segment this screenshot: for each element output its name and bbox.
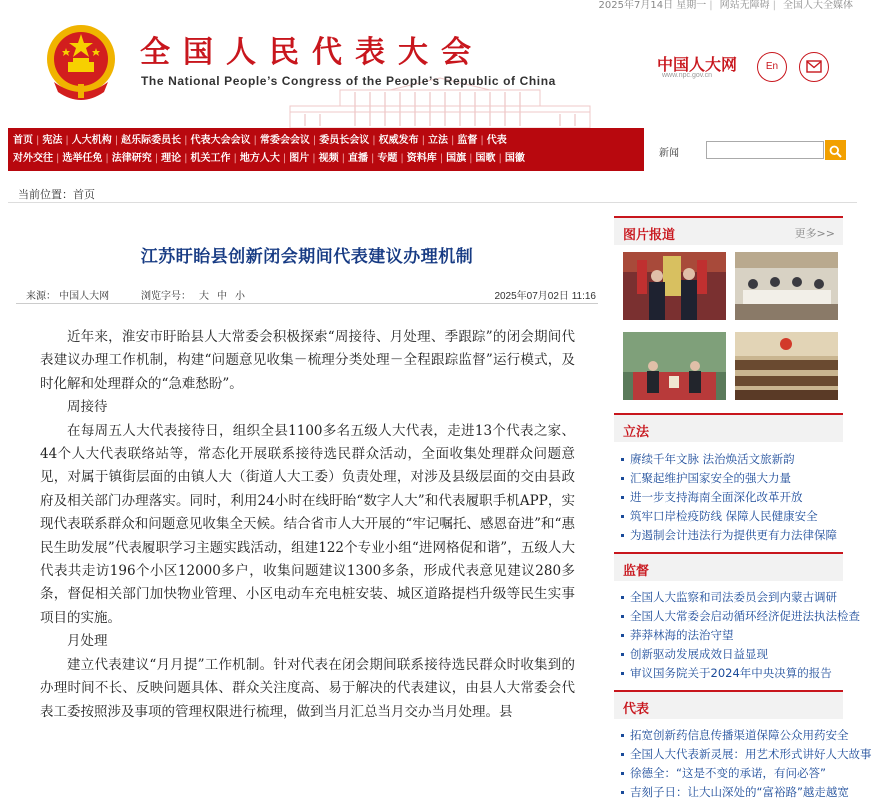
font-size-small[interactable]: 小 — [235, 291, 245, 302]
deputies-news-list — [614, 726, 872, 802]
nav-separator: | — [371, 153, 375, 164]
nav-separator: | — [184, 135, 188, 146]
nav-item[interactable]: 法律研究 — [111, 153, 152, 164]
search-icon — [829, 145, 842, 158]
nav-item[interactable]: 机关工作 — [190, 153, 231, 164]
article-paragraph: 近年来，淮安市盱眙县人大常委会积极探索“周接待、月处理、季跟踪”的闭会期间代表建议办理工作机制，构建“问题意见收集－梳理分类处理－全程跟踪监督”运行模式，及时化解和处理群众的“急难愁盼”。 — [40, 329, 575, 392]
english-version-button[interactable]: En — [757, 52, 787, 82]
nav-separator: | — [105, 153, 109, 164]
breadcrumb-divider — [8, 202, 857, 203]
site-title: 全国人民代表大会 — [140, 35, 484, 70]
photo-meeting-flags[interactable] — [623, 252, 726, 320]
mail-icon — [806, 60, 822, 73]
nav-row-1 — [13, 134, 507, 147]
nav-item[interactable]: 视频 — [318, 153, 339, 164]
font-size-large[interactable]: 大 — [199, 291, 209, 302]
news-list-item[interactable]: 徐德全：“这是不变的承诺，有问必答” — [614, 764, 843, 783]
nav-separator: | — [400, 153, 404, 164]
photo-report-more-link[interactable]: 更多>> — [794, 227, 835, 240]
article-date: 2025年07月02日 11:16 — [494, 291, 596, 302]
article-title: 江苏盱眙县创新闭会期间代表建议办理机制 — [140, 247, 474, 267]
nav-row-2 — [13, 152, 525, 165]
nav-item[interactable]: 图片 — [289, 153, 310, 164]
legislation-news-list — [614, 450, 843, 545]
top-utility-bar: 2025年7月14日 星期一 | 网站无障碍 | 全国人大全媒体 — [598, 0, 853, 11]
nav-item[interactable]: 对外交往 — [13, 153, 53, 164]
search-input[interactable] — [706, 141, 824, 159]
npc-net-logo[interactable]: 中国人大网 — [657, 55, 738, 74]
all-media-link[interactable]: 全国人大全媒体 — [783, 0, 853, 11]
nav-item[interactable]: 宪法 — [42, 135, 63, 146]
main-navigation — [8, 128, 857, 171]
nav-separator: | — [312, 153, 316, 164]
nav-item[interactable]: 直播 — [348, 153, 368, 164]
news-list-item[interactable]: 赓续千年文脉 法治焕活文旅新韵 — [614, 450, 843, 469]
news-list-item[interactable]: 吉刻子日：让大山深处的“富裕路”越走越宽 — [614, 783, 843, 802]
nav-separator: | — [36, 135, 40, 146]
news-list-item[interactable]: 创新驱动发展成效日益显现 — [614, 645, 843, 664]
search-button[interactable] — [825, 140, 846, 160]
nav-separator: | — [114, 135, 119, 146]
search-category-label[interactable]: 新闻 — [659, 148, 679, 159]
news-list-item[interactable]: 全国人大监察和司法委员会到内蒙古调研 — [614, 588, 843, 607]
nav-item[interactable]: 委员长会议 — [319, 135, 370, 146]
nav-separator: | — [498, 153, 502, 164]
news-list-item[interactable]: 全国人大代表新灵展：用艺术形式讲好人大故事 — [614, 745, 843, 764]
legislation-section-title[interactable]: 立法 — [623, 425, 650, 440]
nav-separator: | — [341, 153, 345, 164]
nav-separator: | — [253, 135, 257, 146]
nav-item[interactable]: 地方人大 — [239, 153, 280, 164]
current-date: 2025年7月14日 星期一 — [598, 0, 707, 11]
nav-separator: | — [451, 135, 455, 146]
nav-separator: | — [312, 135, 317, 146]
photo-report-header — [614, 216, 843, 245]
nav-item[interactable]: 国旗 — [446, 153, 467, 164]
supervision-section-header — [614, 552, 843, 581]
font-size-medium[interactable]: 中 — [217, 291, 227, 302]
news-list-item[interactable]: 汇聚起维护国家安全的强大力量 — [614, 469, 843, 488]
font-size-label: 浏览字号： — [141, 291, 191, 302]
accessible-link[interactable]: 网站无障碍 — [719, 0, 770, 11]
photo-report-title[interactable]: 图片报道 — [623, 228, 676, 243]
legislation-section-header — [614, 413, 843, 442]
news-list-item[interactable]: 进一步支持海南全面深化改革开放 — [614, 488, 843, 507]
nav-separator: | — [65, 135, 69, 146]
nav-item[interactable]: 人大机构 — [71, 135, 112, 146]
nav-separator: | — [421, 135, 425, 146]
nav-item[interactable]: 国徽 — [504, 153, 525, 164]
news-list-item[interactable]: 全国人大常委会启动循环经济促进法执法检查 — [614, 607, 843, 626]
news-list-item[interactable]: 莽莽林海的法治守望 — [614, 626, 843, 645]
article-paragraph: 在每周五人大代表接待日，组织全县1100多名五级人大代表，走进13个代表之家、44个人大代表联络站等，常态化开展联系接待选民群众活动，全面收集处理群众问题意见，对属于镇街层面的由镇人大（街道人大工委）负责处理，对涉及县级层面的交由县政府及相关部门办理落实。同时，利用24小时在线盱眙“数字人大”和代表履职手机APP，实现代表联系群众和问题意见收集全天候。结合省市人大开展的“牢记嘱托、感恩奋进”和“惠民生助发展”代表履职学习主题实践活动，组建122个专业小组“进网格促和谐”，五级人大代表共走访196个小区12000多户，收集问题建议1300多条，形成代表意见建议280多条，督促相关部门加快物业管理、小区电动车充电桩安装、城区道路提档升级等民生实事项目的实施。 — [40, 422, 575, 626]
nav-item[interactable]: 理论 — [161, 153, 182, 164]
sidebar — [614, 212, 872, 799]
nav-separator: | — [233, 153, 237, 164]
news-list-item[interactable]: 审议国务院关于2024年中央决算的报告 — [614, 664, 843, 683]
article — [8, 212, 606, 795]
mail-button[interactable] — [799, 52, 829, 82]
nav-separator: | — [439, 153, 444, 164]
photo-reception-hall[interactable] — [623, 332, 726, 400]
supervision-news-list — [614, 588, 860, 683]
nav-separator: | — [184, 153, 188, 164]
nav-separator: | — [56, 153, 60, 164]
npc-net-url: www.npc.gov.cn — [662, 72, 713, 79]
nav-item[interactable]: 代表大会会议 — [190, 135, 251, 146]
nav-item[interactable]: 权威发布 — [378, 135, 419, 146]
nav-item[interactable]: 立法 — [428, 135, 448, 146]
article-body — [40, 326, 575, 724]
news-list-item[interactable]: 为遏制会计违法行为提供更有力法律保障 — [614, 526, 843, 545]
nav-separator: | — [480, 135, 484, 146]
article-meta — [16, 282, 598, 304]
photo-meeting-room[interactable] — [735, 252, 838, 320]
article-subheading: 月处理 — [67, 633, 108, 650]
nav-item[interactable]: 专题 — [377, 153, 398, 164]
nav-item[interactable]: 资料库 — [406, 153, 437, 164]
nav-separator: | — [469, 153, 473, 164]
photo-conference[interactable] — [735, 332, 838, 400]
nav-item[interactable]: 国歌 — [475, 153, 496, 164]
deputies-section-title[interactable]: 代表 — [623, 702, 650, 717]
site-header — [0, 14, 865, 128]
font-size-control — [141, 287, 245, 302]
nav-item[interactable]: 常委会会议 — [259, 135, 310, 146]
article-paragraph: 建立代表建议“月月提”工作机制。针对代表在闭会期间联系接待选民群众时收集到的办理时间不长、反映问题具体、群众关注度高、易于解决的代表建议，由县人大常委会代表工委按照涉及事项的管理权限进行梳理，做到当月汇总当月交办当月处理。县 — [40, 656, 575, 720]
deputies-section-header — [614, 690, 843, 719]
search-box — [644, 128, 857, 171]
news-list-item[interactable]: 拓宽创新药信息传播渠道保障公众用药安全 — [614, 726, 843, 745]
article-subheading: 周接待 — [67, 399, 108, 416]
news-list-item[interactable]: 筑牢口岸检疫防线 保障人民健康安全 — [614, 507, 843, 526]
nav-separator: | — [154, 153, 159, 164]
nav-separator: | — [282, 153, 287, 164]
nav-item[interactable]: 代表 — [486, 135, 507, 146]
national-emblem-icon — [44, 22, 118, 100]
nav-item[interactable]: 首页 — [13, 135, 33, 146]
nav-item[interactable]: 监督 — [457, 135, 478, 146]
nav-item[interactable]: 赵乐际委员长 — [121, 135, 182, 146]
breadcrumb[interactable]: 当前位置：首页 — [18, 188, 95, 201]
nav-item[interactable]: 选举任免 — [62, 153, 103, 164]
site-subtitle: The National People’s Congress of the People’s Republic of China — [141, 74, 556, 88]
nav-separator: | — [372, 135, 376, 146]
supervision-section-title[interactable]: 监督 — [623, 564, 650, 579]
article-source: 来源： 中国人大网 — [26, 291, 110, 302]
